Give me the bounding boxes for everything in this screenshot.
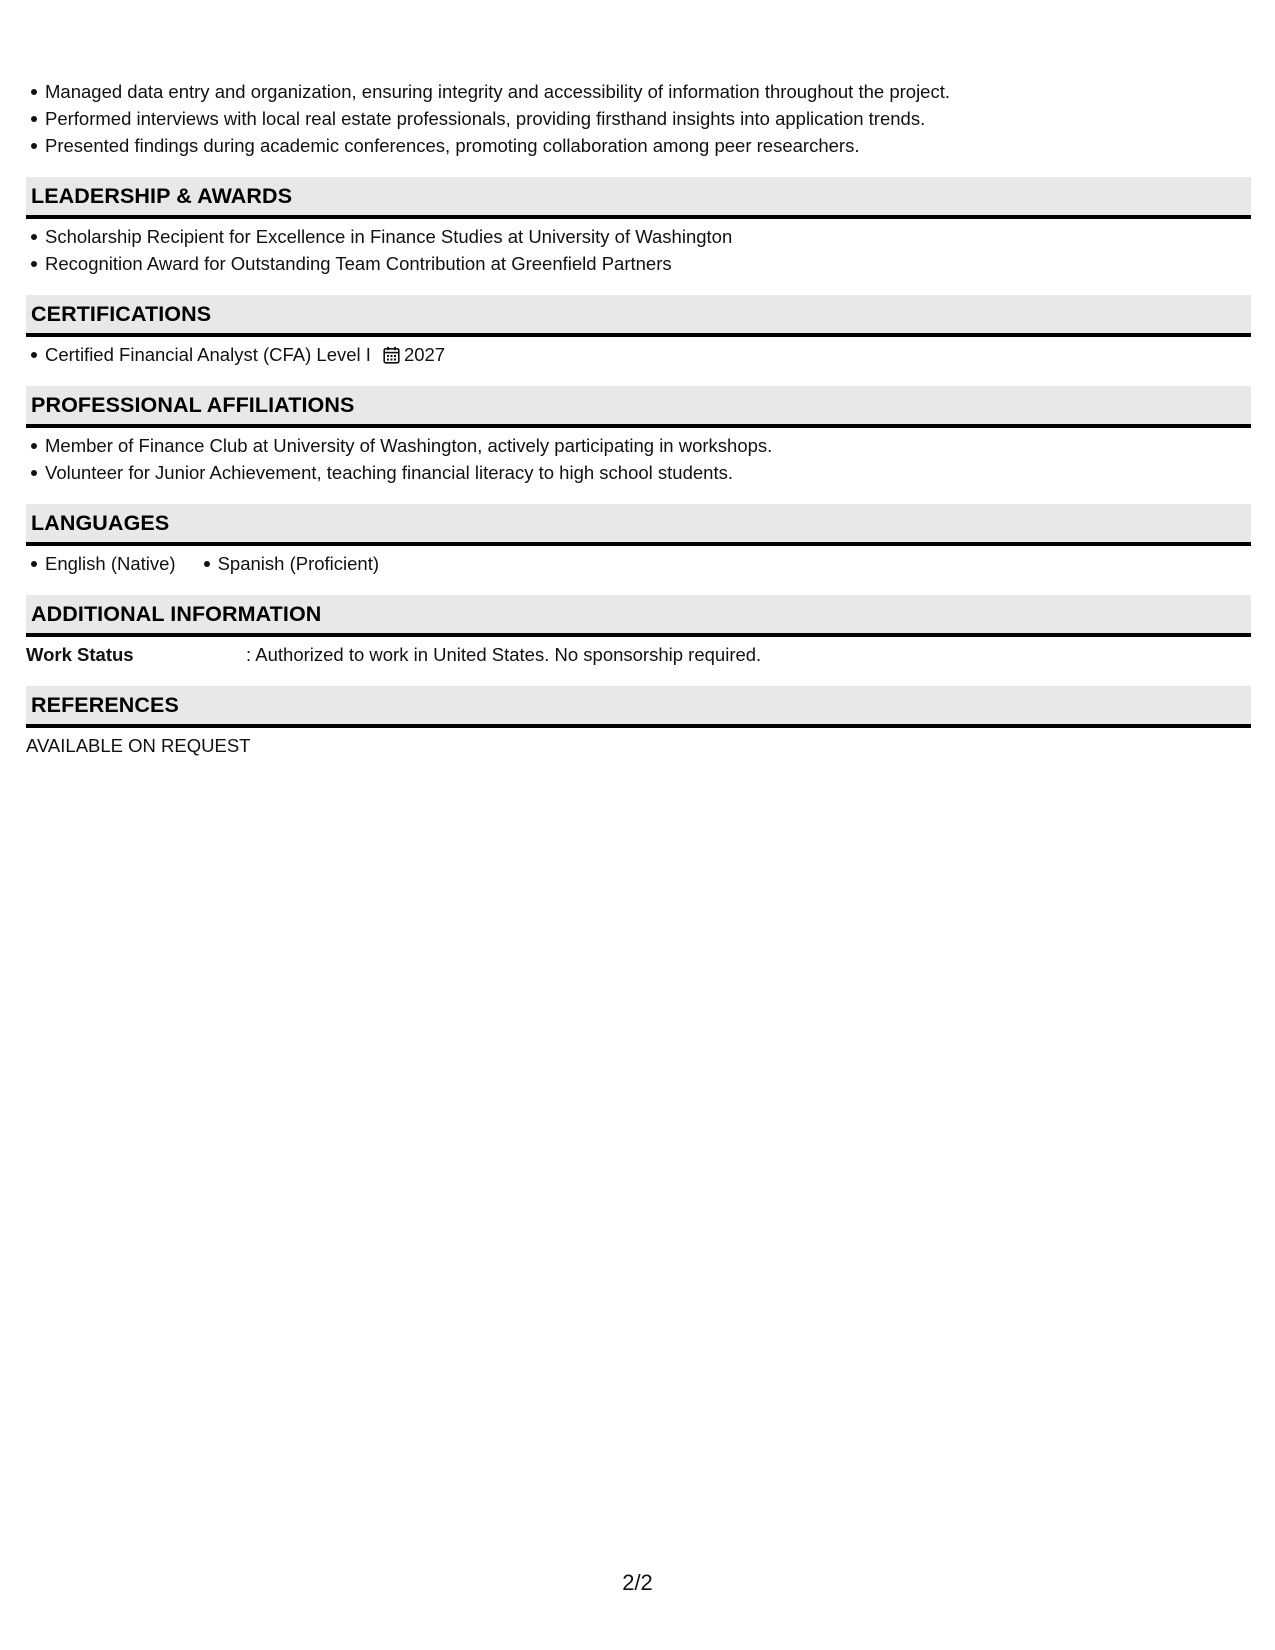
list-item: Member of Finance Club at University of Washington, actively participating in workshops.	[45, 432, 1251, 459]
section-title: REFERENCES	[31, 692, 179, 717]
page-number: 2/2	[622, 1570, 653, 1595]
affiliations-list	[26, 432, 1251, 486]
section-title: LANGUAGES	[31, 510, 170, 535]
languages-list	[26, 550, 1251, 577]
references-section	[26, 686, 1251, 759]
list-item: Recognition Award for Outstanding Team Contribution at Greenfield Partners	[45, 250, 1251, 277]
list-item: Performed interviews with local real estate professionals, providing firsthand insights into application trends.	[45, 105, 1251, 132]
section-header	[26, 686, 1251, 728]
certification-name: Certified Financial Analyst (CFA) Level I	[45, 344, 371, 365]
leadership-list	[26, 223, 1251, 277]
references-text: AVAILABLE ON REQUEST	[26, 735, 251, 756]
work-status-label: Work Status	[26, 644, 134, 665]
experience-bullets	[26, 78, 1251, 159]
resume-page	[26, 78, 1251, 759]
section-title: LEADERSHIP & AWARDS	[31, 183, 293, 208]
section-header	[26, 177, 1251, 219]
section-title: CERTIFICATIONS	[31, 301, 212, 326]
calendar-icon	[383, 346, 400, 364]
language-item: English (Native)	[45, 550, 176, 577]
certification-year: 2027	[403, 344, 446, 365]
certifications-section	[26, 295, 1251, 368]
leadership-section	[26, 177, 1251, 277]
language-item: Spanish (Proficient)	[218, 550, 379, 577]
list-item: Volunteer for Junior Achievement, teaching financial literacy to high school students.	[45, 459, 1251, 486]
section-header	[26, 386, 1251, 428]
section-header	[26, 504, 1251, 546]
additional-info-section	[26, 595, 1251, 668]
affiliations-section	[26, 386, 1251, 486]
work-status-value: : Authorized to work in United States. No sponsorship required.	[246, 644, 762, 665]
section-header	[26, 295, 1251, 337]
certification-row	[45, 341, 1251, 368]
section-title: PROFESSIONAL AFFILIATIONS	[31, 392, 355, 417]
list-item: Scholarship Recipient for Excellence in Finance Studies at University of Washington	[45, 223, 1251, 250]
languages-section	[26, 504, 1251, 577]
work-status-row	[26, 641, 1251, 668]
section-title: ADDITIONAL INFORMATION	[31, 601, 322, 626]
list-item: Presented findings during academic conferences, promoting collaboration among peer researchers.	[45, 132, 1251, 159]
list-item	[45, 341, 1251, 368]
list-item: Managed data entry and organization, ensuring integrity and accessibility of information throughout the project.	[45, 78, 1251, 105]
certifications-list	[26, 341, 1251, 368]
section-header	[26, 595, 1251, 637]
